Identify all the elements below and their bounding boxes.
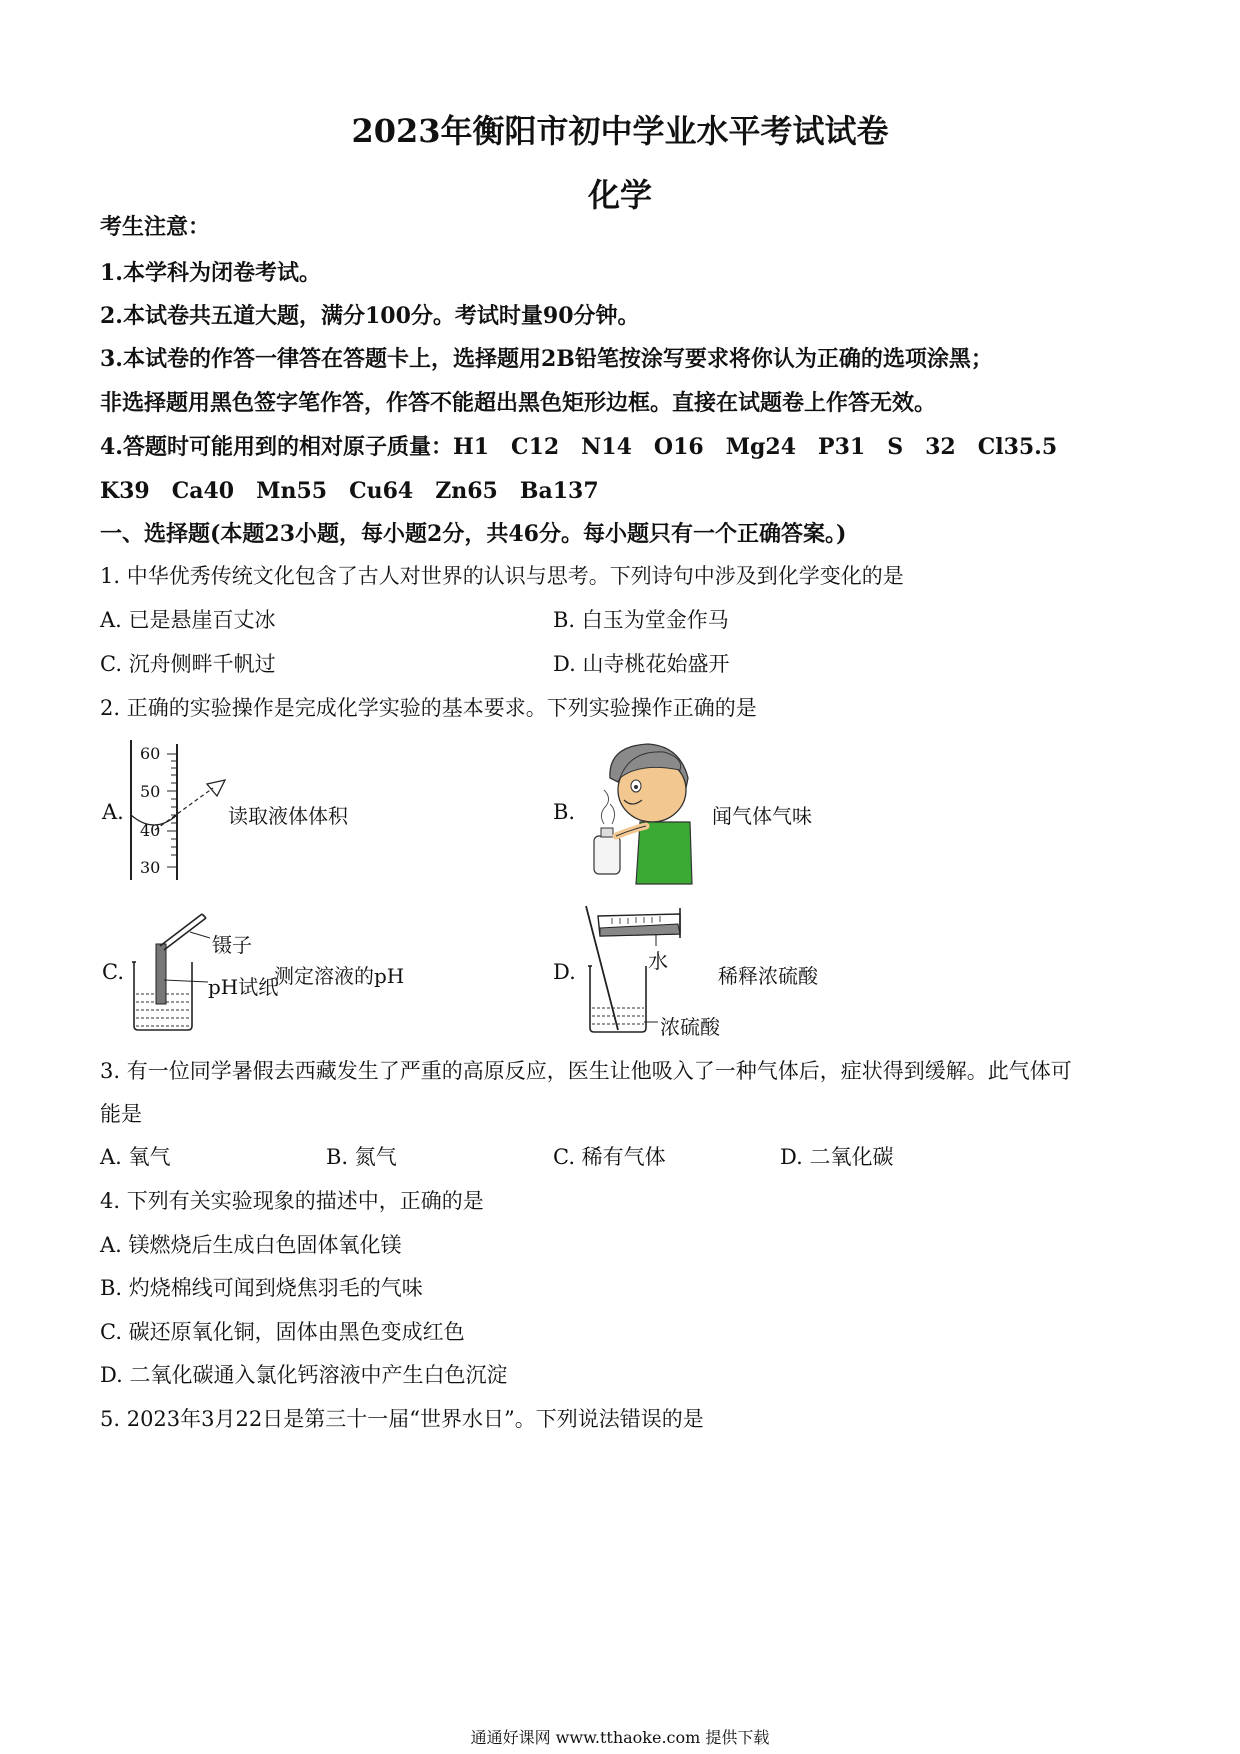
option-a: A. 已是悬崖百丈冰 [100, 608, 276, 632]
footer-credit: 通通好课网 www.tthaoke.com 提供下载 [470, 1728, 770, 1747]
notice-item: 1.本学科为闭卷考试。 [100, 260, 321, 286]
option-c: C. 沉舟侧畔千帆过 [100, 652, 276, 676]
ph-paper-label: pH试纸 [208, 975, 279, 999]
option-a-letter: A. [102, 800, 124, 824]
question-stem: 2. 正确的实验操作是完成化学实验的基本要求。下列实验操作正确的是 [100, 696, 757, 720]
scale-label-60: 60 [140, 744, 161, 763]
question-stem: 1. 中华优秀传统文化包含了古人对世界的认识与思考。下列诗句中涉及到化学变化的是 [100, 564, 904, 588]
option-a-caption: 读取液体体积 [228, 804, 348, 828]
option-d-letter: D. [553, 960, 576, 984]
section-heading: 一、选择题(本题23小题，每小题2分，共46分。每小题只有一个正确答案。) [100, 521, 847, 547]
scale-label-40: 40 [140, 821, 161, 840]
option-c: C. 稀有气体 [553, 1145, 666, 1169]
option-b: B. 氮气 [326, 1145, 397, 1169]
notice-heading: 考生注意： [100, 214, 211, 240]
option-d: D. 二氧化碳通入氯化钙溶液中产生白色沉淀 [100, 1363, 508, 1387]
scale-label-30: 30 [140, 858, 161, 877]
option-d: D. 山寺桃花始盛开 [553, 652, 730, 676]
option-b-letter: B. [553, 800, 576, 824]
question-stem: 5. 2023年3月22日是第三十一届“世界水日”。下列说法错误的是 [100, 1407, 704, 1431]
scale-label-50: 50 [140, 782, 161, 801]
page-title: 2023年衡阳市初中学业水平考试试卷 [351, 112, 889, 150]
notice-item: 3.本试卷的作答一律答在答题卡上，选择题用2B铅笔按涂写要求将你认为正确的选项涂黑； [100, 346, 993, 372]
option-b-caption: 闻气体气味 [712, 804, 812, 828]
notice-item: 非选择题用黑色签字笔作答，作答不能超出黑色矩形边框。直接在试题卷上作答无效。 [100, 390, 937, 416]
option-a: A. 氧气 [100, 1145, 171, 1169]
acid-label: 浓硫酸 [660, 1015, 720, 1039]
option-b: B. 白玉为堂金作马 [553, 608, 729, 632]
option-c: C. 碳还原氧化铜，固体由黑色变成红色 [100, 1320, 465, 1344]
smelling-gas-figure [580, 738, 710, 886]
question-stem-continued: 能是 [100, 1102, 142, 1126]
water-label: 水 [648, 949, 668, 973]
ph-test-figure [130, 910, 210, 1032]
notice-item: 4.答题时可能用到的相对原子质量：H1 C12 N14 O16 Mg24 P31 S 32 Cl35.5 [100, 434, 1058, 460]
option-d-caption: 稀释浓硫酸 [718, 964, 818, 988]
question-stem: 3. 有一位同学暑假去西藏发生了严重的高原反应，医生让他吸入了一种气体后，症状得到缓解。此气体可 [100, 1059, 1072, 1083]
question-stem: 4. 下列有关实验现象的描述中，正确的是 [100, 1189, 484, 1213]
option-c-caption: 测定溶液的pH [274, 964, 405, 988]
option-b: B. 灼烧棉线可闻到烧焦羽毛的气味 [100, 1276, 423, 1300]
notice-item: K39 Ca40 Mn55 Cu64 Zn65 Ba137 [100, 478, 599, 504]
option-a: A. 镁燃烧后生成白色固体氧化镁 [100, 1233, 402, 1257]
option-c-letter: C. [102, 960, 124, 984]
subject-title: 化学 [587, 176, 652, 214]
tweezers-label: 镊子 [212, 933, 252, 957]
notice-item: 2.本试卷共五道大题，满分100分。考试时量90分钟。 [100, 303, 640, 329]
option-d: D. 二氧化碳 [780, 1145, 894, 1169]
